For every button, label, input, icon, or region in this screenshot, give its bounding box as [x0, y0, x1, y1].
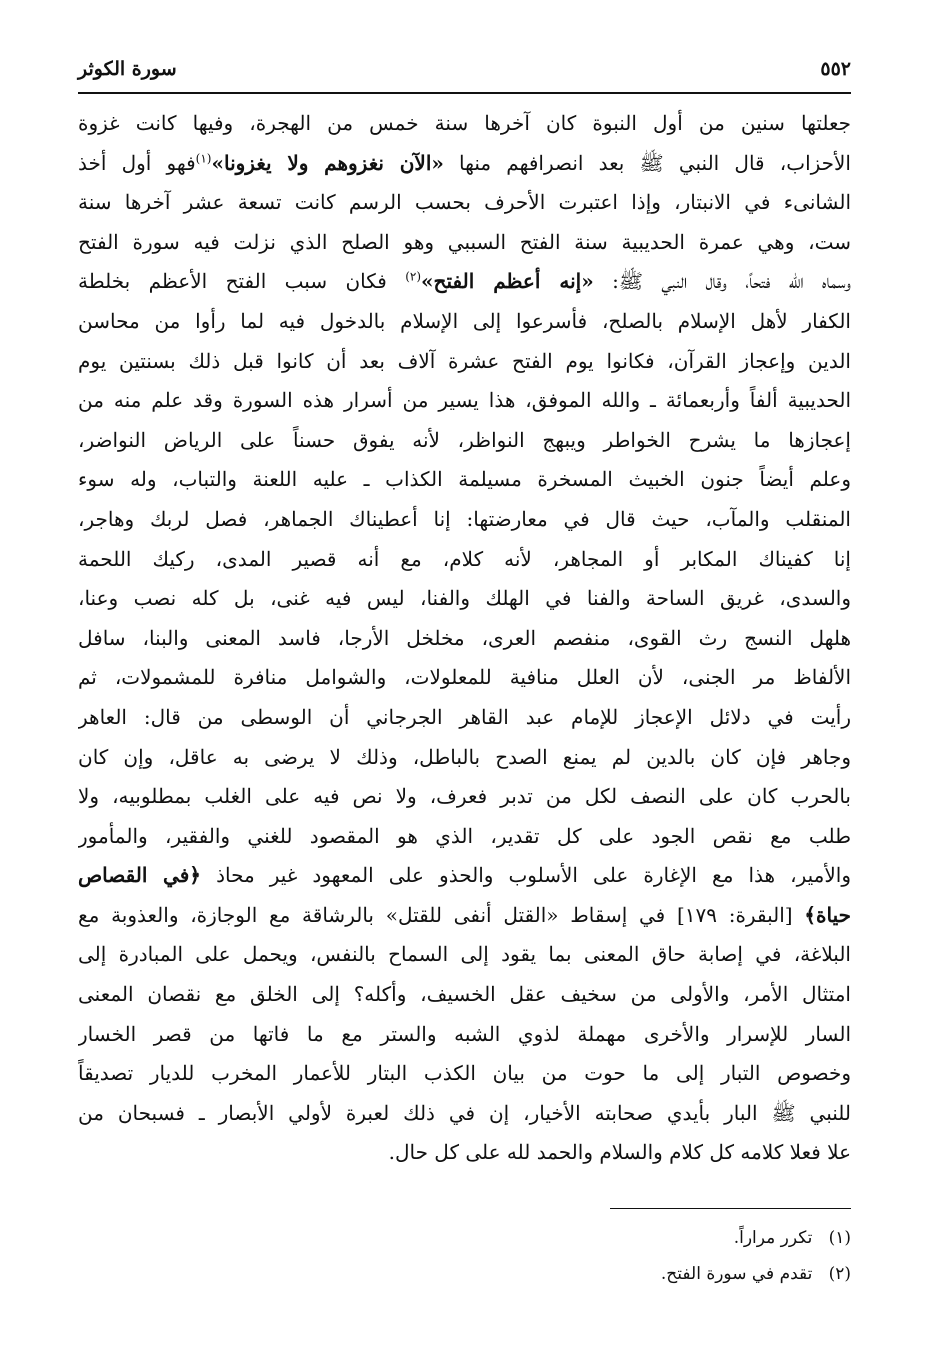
text-segment: هلهل النسج رث القوى، منفصم العرى، مخلخل الأرجا، فاسد المعنى والبنا، سافل: [78, 625, 851, 650]
text-line: [78, 738, 851, 778]
text-segment: الحديبية ألفاً وأربعمائة ـ والله الموفق، هذا يسير من أسرار هذه السورة وقد علم منه من: [78, 388, 851, 413]
text-line: [78, 1133, 851, 1173]
text-segment: والأمير، هذا مع الإغارة على الأسلوب والحذو على المعهود غير محاذ: [201, 863, 851, 888]
text-line: [78, 302, 851, 342]
text-line: [78, 1015, 851, 1055]
footnote-text: تكرر مراراً.: [733, 1228, 813, 1248]
text-segment: ست، وهي عمرة الحديبية سنة الفتح السببي وهو الصلح الذي نزلت فيه سورة الفتح: [78, 229, 851, 254]
text-segment: إنا كفيناك المكابر أو المجاهر، لأنه كلام، مع أنه قصير المدى، ركيك اللحمة: [78, 546, 851, 571]
footnote-item: [78, 1220, 851, 1256]
text-segment: [البقرة: ١٧٩] في إسقاط «القتل أنفى للقتل» بالرشاقة مع الوجازة، والعذوبة مع: [78, 902, 805, 927]
text-line: [78, 896, 851, 936]
footnote-marker: (١): [828, 1228, 851, 1248]
text-line: [78, 856, 851, 896]
text-segment: السار للإسرار والأخرى مهملة لذوي الشبه والستر مع ما فاتها من قصر الخسار: [78, 1021, 851, 1046]
text-segment: المنقلب والمآب، حيث قال في معارضتها: إنا أعطيناك الجماهر، فصل لربك وهاجر،: [78, 506, 851, 531]
text-segment: وجاهر فإن كان بالدين لم يمنع الصدح بالباطل، وذلك لا يرضى به عاقل، وإن كان: [78, 744, 851, 769]
quoted-text: «إنه أعظم الفتح»: [421, 269, 594, 294]
text-line: [78, 262, 851, 302]
text-segment: بالحرب كان على النصف لكل من تدبر فعرف، ولا نص فيه على الغلب بمطلوبيه، ولا: [78, 784, 851, 809]
quoted-text: ﴿في القصاص: [78, 863, 202, 888]
text-line: [78, 500, 851, 540]
footnote-ref: (١): [195, 150, 212, 165]
page-number: ٥٥٢: [820, 58, 851, 80]
text-line: [78, 460, 851, 500]
text-segment: طلب مع نقص الجود على كل تقدير، الذي هو المقصود للغني والفقير، والمأمور: [78, 823, 851, 848]
text-line: [78, 104, 851, 144]
quoted-text: حياة﴾: [804, 902, 851, 927]
text-segment: البلاغة، في إصابة حاق المعنى بما يقود إلى السماح بالنفس، ويحمل على المبادرة إلى: [78, 942, 851, 967]
text-segment: وخصوص التبار إلى ما حوت من بيان الكذب البتار للأعمار المخرب للديار تصديقاً: [78, 1061, 851, 1086]
text-segment: إعجازها ما يشرح الخواطر ويبهج النواظر، لأنه يفوق حسناً على الرياض النواضر،: [78, 427, 851, 452]
text-line: [78, 698, 851, 738]
footnote-marker: (٢): [828, 1264, 851, 1284]
text-segment: علا فعلا كلامه كل كلام والسلام والحمد لله على كل حال.: [388, 1140, 851, 1165]
text-line: [78, 144, 851, 184]
text-line: [78, 540, 851, 580]
footnotes: [78, 1220, 851, 1292]
text-line: [78, 935, 851, 975]
text-line: [78, 975, 851, 1015]
text-segment: فكان سبب الفتح الأعظم بخلطة: [78, 269, 406, 294]
text-segment: فهو أول أخذ: [78, 150, 196, 175]
header-divider: [78, 92, 851, 94]
text-line: [78, 619, 851, 659]
text-line: [78, 223, 851, 263]
running-title: سورة الكوثر: [78, 58, 177, 80]
text-segment: الدين وإعجاز القرآن، فكانوا يوم الفتح عشرة آلاف بعد أن كانوا قبل ذلك بسنتين يوم: [78, 348, 851, 373]
text-line: [78, 1094, 851, 1134]
page-header: [78, 58, 851, 90]
text-segment: وعلم أيضاً جنون الخبيث المسخرة مسيلمة الكذاب ـ عليه اللعنة والتباب، وله سوء: [78, 467, 851, 492]
text-line: [78, 658, 851, 698]
text-segment: رأيت في دلائل الإعجاز للإمام عبد القاهر الجرجاني أن الوسطى من قال: العاهر: [78, 704, 851, 729]
text-segment: الأحزاب، قال النبي ﷺ بعد انصرافهم منها: [443, 150, 851, 175]
text-segment: جعلتها سنين من أول النبوة كان آخرها سنة خمس من الهجرة، وفيها كانت غزوة: [78, 111, 851, 135]
text-segment: الكفار لأهل الإسلام بالصلح، فأسرعوا إلى الإسلام بالدخول فيه لما رأوا من محاسن: [78, 308, 851, 333]
text-line: [78, 777, 851, 817]
footnote-item: [78, 1256, 851, 1292]
text-line: [78, 817, 851, 857]
text-segment: الألفاظ مر الجنى، لأن العلل منافية للمعلولات، والشوامل منافرة للمشمولات، ثم: [78, 665, 851, 690]
text-segment: الشانىء في الانبتار، وإذا اعتبرت الأحرف بحسب الرسم كانت تسعة عشر آخرها سنة: [78, 190, 851, 215]
text-segment: امتثال الأمر، والأولى من سخيف عقل الخسيف، وأكله؟ إلى الخلق مع نقصان المعنى: [78, 982, 851, 1007]
body-text: [78, 104, 851, 1173]
footnote-divider: [610, 1208, 851, 1209]
text-line: [78, 342, 851, 382]
text-segment: وسماه الله فتحاً، وقال النبي ﷺ:: [593, 269, 851, 294]
text-line: [78, 421, 851, 461]
text-segment: والسدى، غريق الساحة والفنا في الهلك والفنا، ليس فيه غنى، بل كله نصب وعنا،: [78, 586, 851, 611]
text-segment: للنبي ﷺ البار بأيدي صحابته الأخيار، إن في ذلك لعبرة لأولي الأبصار ـ فسبحان من: [78, 1100, 851, 1125]
text-line: [78, 183, 851, 223]
text-line: [78, 1054, 851, 1094]
footnote-text: تقدم في سورة الفتح.: [660, 1264, 813, 1284]
text-line: [78, 579, 851, 619]
footnote-ref: (٢): [405, 269, 422, 284]
quoted-text: «الآن نغزوهم ولا يغزونا»: [211, 150, 444, 175]
text-line: [78, 381, 851, 421]
